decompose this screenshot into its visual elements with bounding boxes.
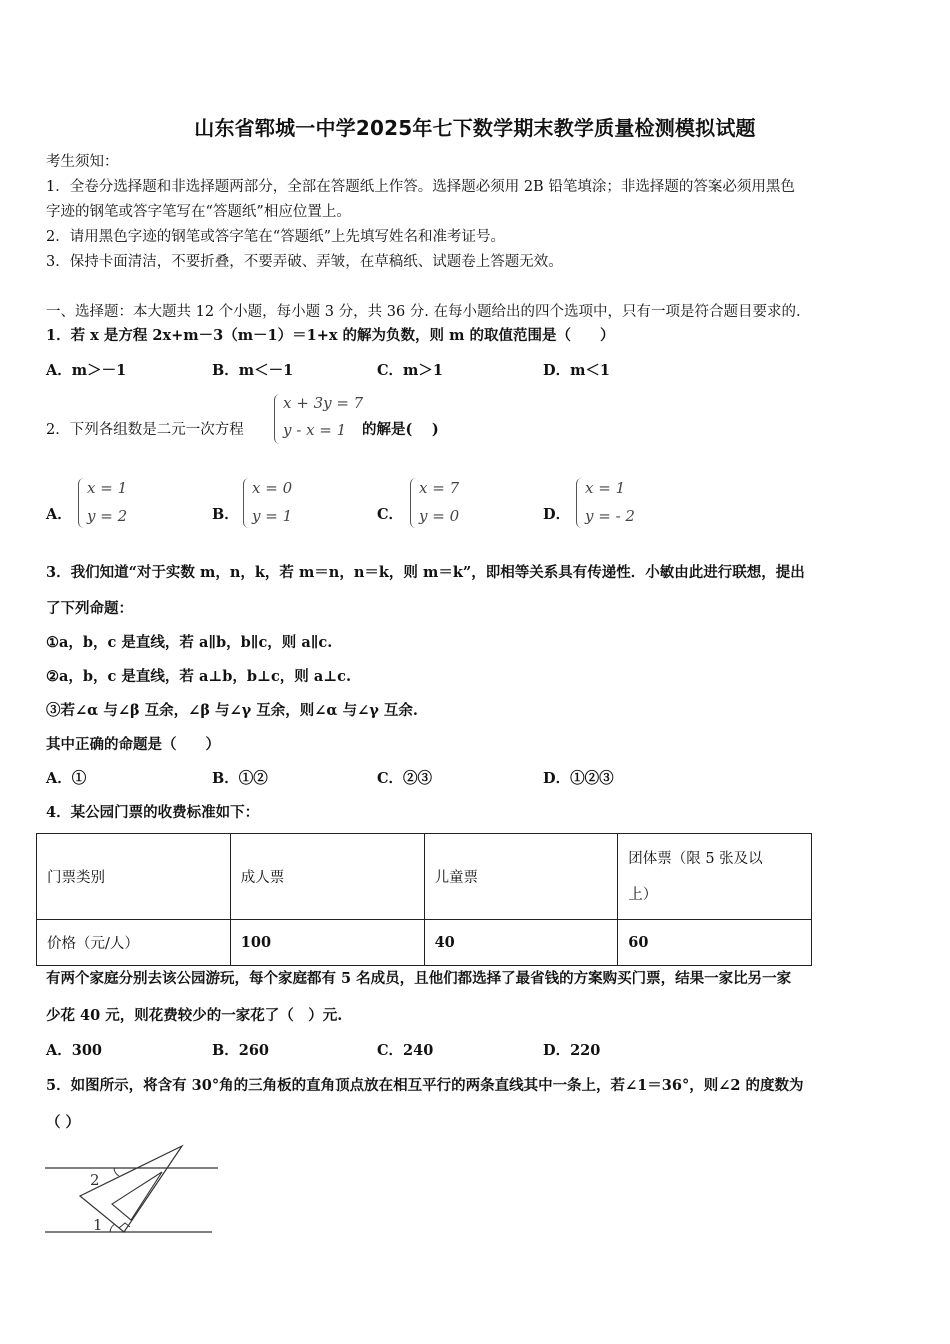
q2-option-c-system[interactable]: [410, 478, 490, 530]
table-row: [37, 920, 812, 966]
page-title: 山东省郓城一中学2025年七下数学期末教学质量检测模拟试题: [194, 116, 756, 140]
notice-heading: 考生须知：: [46, 154, 119, 170]
q4-stem: 4．某公园门票的收费标准如下：: [46, 804, 260, 821]
angle-1-label: 1: [93, 1216, 103, 1234]
q1-option-c[interactable]: C．m＞1: [377, 362, 443, 379]
table-header-cell: 成人票: [230, 834, 424, 920]
q3-proposition-1: ①a，b，c 是直线，若 a∥b，b∥c，则 a∥c.: [46, 634, 333, 651]
group-ticket-label-cont: 上）: [628, 886, 658, 903]
right-angle-mark: [119, 1223, 130, 1228]
notice-item-1-cont: 字迹的钢笔或答字笔写在“答题纸”相应位置上。: [46, 204, 351, 220]
table-cell: 价格（元/人）: [37, 920, 231, 966]
q4-option-b[interactable]: B．260: [212, 1042, 270, 1059]
angle-1-arc: [110, 1224, 115, 1232]
section-heading: 一、选择题：本大题共 12 个小题，每小题 3 分，共 36 分. 在每小题给出的四个选项中，只有一项是符合题目要求的.: [46, 304, 801, 320]
table-cell: 40: [424, 920, 618, 966]
q4-text: 有两个家庭分别去该公园游玩，每个家庭都有 5 名成员，且他们都选择了最省钱的方案购买门票，结果一家比另一家: [46, 970, 792, 987]
q2-option-a-label[interactable]: A．: [46, 506, 72, 523]
q5-stem-cont: （ ）: [46, 1114, 81, 1131]
q2-option-d-x: x = 1: [585, 479, 626, 497]
q3-option-b[interactable]: B．①②: [212, 770, 268, 787]
q2-stem-post: 的解是( ): [362, 421, 439, 438]
q4-option-c[interactable]: C．240: [377, 1042, 434, 1059]
ticket-price-table: [36, 833, 812, 966]
q3-option-a[interactable]: A．①: [46, 770, 87, 787]
q2-option-d-label[interactable]: D．: [543, 506, 571, 523]
q3-proposition-3: ③若∠α 与∠β 互余，∠β 与∠γ 互余，则∠α 与∠γ 互余.: [46, 702, 418, 719]
q2-option-b-y: y = 1: [252, 507, 293, 525]
table-cell: 100: [230, 920, 424, 966]
notice-item-2: 2．请用黑色字迹的钢笔或答字笔在“答题纸”上先填写姓名和准考证号。: [46, 229, 506, 245]
q2-equation-1: x + 3y = 7: [283, 394, 364, 412]
q1-stem: 1．若 x 是方程 2x+m－3（m－1）＝1+x 的解为负数，则 m 的取值范围是（ ）: [46, 327, 615, 344]
table-header-cell: [618, 834, 812, 920]
q2-option-b-x: x = 0: [252, 479, 293, 497]
notice-item-3: 3．保持卡面清洁，不要折叠，不要弄破、弄皱，在草稿纸、试题卷上答题无效。: [46, 254, 563, 270]
table-row: [37, 834, 812, 920]
q2-option-a-y: y = 2: [87, 507, 128, 525]
q4-option-a[interactable]: A．300: [46, 1042, 103, 1059]
q3-question: 其中正确的命题是（ ）: [46, 736, 220, 753]
q2-option-a-system[interactable]: [78, 478, 158, 530]
notice-item-1: 1．全卷分选择题和非选择题两部分，全部在答题纸上作答。选择题必须用 2B 铅笔填涂；非选择题的答案必须用黑色: [46, 179, 795, 195]
triangle-ruler-figure: [40, 1138, 230, 1240]
angle-2-label: 2: [90, 1171, 100, 1189]
angle-2-arc: [114, 1168, 119, 1176]
q2-equation-2: y - x = 1: [283, 421, 347, 439]
q1-option-d[interactable]: D．m＜1: [543, 362, 611, 379]
q5-stem: 5．如图所示，将含有 30°角的三角板的直角顶点放在相互平行的两条直线其中一条上，若∠1＝36°，则∠2 的度数为: [46, 1077, 804, 1094]
q2-option-c-x: x = 7: [419, 479, 460, 497]
table-cell: 60: [618, 920, 812, 966]
q4-option-d[interactable]: D．220: [543, 1042, 601, 1059]
group-ticket-label: 团体票（限 5 张及以: [628, 850, 763, 867]
q2-equation-system: [274, 394, 374, 446]
q2-option-a-x: x = 1: [87, 479, 128, 497]
q1-option-b[interactable]: B．m＜－1: [212, 362, 294, 379]
q2-option-d-y: y = - 2: [585, 507, 635, 525]
q2-option-b-label[interactable]: B．: [212, 506, 239, 523]
q3-stem: 3．我们知道“对于实数 m，n，k，若 m＝n，n＝k，则 m＝k”，即相等关系具有传递性．小敏由此进行联想，提出: [46, 564, 805, 581]
q2-option-b-system[interactable]: [243, 478, 323, 530]
q3-option-d[interactable]: D．①②③: [543, 770, 614, 787]
q1-option-a[interactable]: A．m＞－1: [46, 362, 127, 379]
q2-option-c-y: y = 0: [419, 507, 460, 525]
q2-option-c-label[interactable]: C．: [377, 506, 404, 523]
q2-stem-pre: 2．下列各组数是二元一次方程: [46, 422, 244, 438]
q3-option-c[interactable]: C．②③: [377, 770, 433, 787]
table-header-cell: 门票类别: [37, 834, 231, 920]
q3-proposition-2: ②a，b，c 是直线，若 a⊥b，b⊥c，则 a⊥c.: [46, 668, 352, 685]
q2-option-d-system[interactable]: [576, 478, 666, 530]
q3-stem-cont: 了下列命题：: [46, 600, 133, 617]
q4-text-cont: 少花 40 元，则花费较少的一家花了（ ）元.: [46, 1007, 343, 1024]
table-header-cell: 儿童票: [424, 834, 618, 920]
